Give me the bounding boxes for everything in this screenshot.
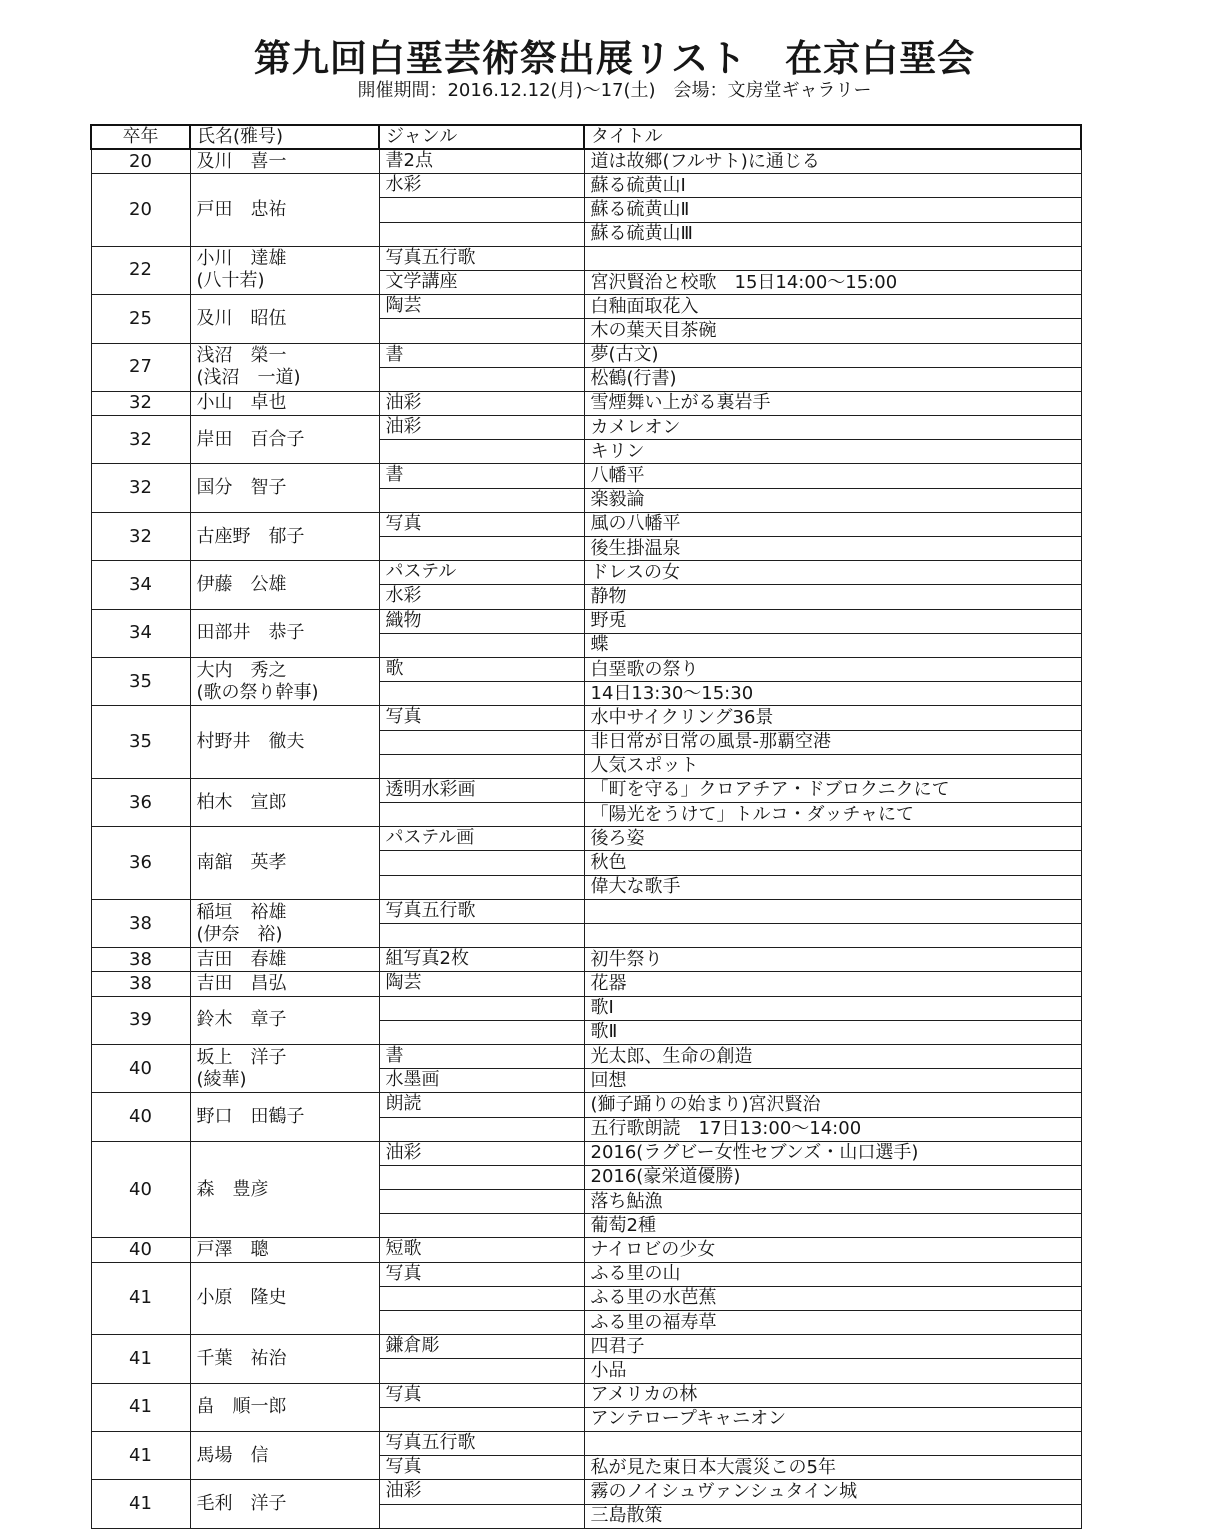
artist-name: 吉田 昌弘 — [196, 972, 287, 994]
genre-cell: 組写真2枚 — [379, 948, 584, 972]
artist-name: 小原 隆史 — [196, 1287, 287, 1309]
work-title: 風の八幡平 — [584, 512, 1081, 536]
genre-cell: 写真 — [379, 1456, 584, 1480]
work-title: 葡萄2種 — [584, 1214, 1081, 1238]
work-title: 白釉面取花入 — [584, 295, 1081, 319]
artist-name-cell — [190, 609, 379, 657]
work-title: 偉大な歌手 — [584, 875, 1081, 899]
work-title: 楽毅論 — [584, 488, 1081, 512]
work-title: アンテロープキャニオン — [584, 1407, 1081, 1431]
genre-cell — [379, 1407, 584, 1431]
artist-name-cell — [190, 706, 379, 779]
genre-cell: 鎌倉彫 — [379, 1335, 584, 1359]
work-title: 四君子 — [584, 1335, 1081, 1359]
genre-cell: 書 — [379, 1044, 584, 1068]
graduation-year: 41 — [91, 1480, 190, 1528]
artist-name-cell — [190, 391, 379, 415]
work-title: 2016(ラグビー女性セブンズ・山口選手) — [584, 1141, 1081, 1165]
work-title: 白堊歌の祭り — [584, 657, 1081, 681]
table-row — [91, 1238, 1081, 1262]
genre-cell — [379, 754, 584, 778]
genre-cell — [379, 367, 584, 391]
table-row — [91, 899, 1081, 923]
graduation-year: 41 — [91, 1383, 190, 1431]
work-title: ふる里の水芭蕉 — [584, 1286, 1081, 1310]
genre-cell: 水墨画 — [379, 1069, 584, 1093]
exhibit-table — [90, 124, 1082, 1529]
artist-name: 稲垣 裕雄 — [196, 901, 287, 923]
work-title — [584, 924, 1081, 948]
artist-name: 及川 喜一 — [196, 150, 287, 172]
artist-name-cell — [190, 149, 379, 174]
work-title: 五行歌朗読 17日13:00～14:00 — [584, 1117, 1081, 1141]
genre-cell — [379, 1311, 584, 1335]
work-title: 霧のノイシュヴァンシュタイン城 — [584, 1480, 1081, 1504]
work-title — [584, 899, 1081, 923]
genre-cell: 油彩 — [379, 391, 584, 415]
table-row — [91, 416, 1081, 440]
work-title: 2016(豪栄道優勝) — [584, 1165, 1081, 1189]
work-title: 宮沢賢治と校歌 15日14:00～15:00 — [584, 270, 1081, 294]
artist-name: 戸田 忠祐 — [196, 198, 287, 220]
table-body — [91, 149, 1081, 1528]
work-title: ドレスの女 — [584, 561, 1081, 585]
header-year: 卒年 — [91, 125, 190, 149]
table-row — [91, 512, 1081, 536]
work-title: 静物 — [584, 585, 1081, 609]
work-title: アメリカの林 — [584, 1383, 1081, 1407]
graduation-year: 39 — [91, 996, 190, 1044]
genre-cell: 陶芸 — [379, 295, 584, 319]
header-title: タイトル — [584, 125, 1081, 149]
graduation-year: 41 — [91, 1335, 190, 1383]
genre-cell: 朗読 — [379, 1093, 584, 1117]
artist-name-cell — [190, 996, 379, 1044]
artist-name: 柏木 宣郎 — [196, 791, 287, 813]
work-title: 人気スポット — [584, 754, 1081, 778]
graduation-year: 32 — [91, 512, 190, 560]
work-title: 八幡平 — [584, 464, 1081, 488]
work-title: キリン — [584, 440, 1081, 464]
work-title: ナイロビの少女 — [584, 1238, 1081, 1262]
artist-name: 小川 達雄 — [196, 248, 287, 270]
artist-name: 岸田 百合子 — [196, 428, 305, 450]
work-title: 野兎 — [584, 609, 1081, 633]
artist-name-cell — [190, 657, 379, 705]
genre-cell: 水彩 — [379, 585, 584, 609]
work-title: 後生掛温泉 — [584, 537, 1081, 561]
genre-cell: 写真五行歌 — [379, 246, 584, 270]
artist-name: 小山 卓也 — [196, 392, 287, 414]
genre-cell — [379, 1214, 584, 1238]
artist-name-cell — [190, 948, 379, 972]
graduation-year: 38 — [91, 972, 190, 996]
genre-cell — [379, 851, 584, 875]
work-title: (獅子踊りの始まり)宮沢賢治 — [584, 1093, 1081, 1117]
work-title: 初牛祭り — [584, 948, 1081, 972]
work-title: ふる里の福寿草 — [584, 1311, 1081, 1335]
genre-cell — [379, 682, 584, 706]
table-row — [91, 343, 1081, 367]
graduation-year: 32 — [91, 416, 190, 464]
table-row — [91, 174, 1081, 198]
artist-name-cell — [190, 512, 379, 560]
work-title: 蘇る硫黄山Ⅱ — [584, 198, 1081, 222]
artist-pen-name: (伊奈 裕) — [196, 923, 283, 945]
artist-name: 戸澤 聰 — [196, 1239, 269, 1261]
work-title: 後ろ姿 — [584, 827, 1081, 851]
artist-name-cell — [190, 1093, 379, 1141]
artist-name-cell — [190, 1431, 379, 1479]
graduation-year: 38 — [91, 899, 190, 947]
genre-cell — [379, 1020, 584, 1044]
artist-name: 国分 智子 — [196, 477, 287, 499]
table-row — [91, 1383, 1081, 1407]
genre-cell: 歌 — [379, 657, 584, 681]
genre-cell: 文学講座 — [379, 270, 584, 294]
work-title: 木の葉天目茶碗 — [584, 319, 1081, 343]
header-genre: ジャンル — [379, 125, 584, 149]
work-title: 三島散策 — [584, 1504, 1081, 1528]
artist-pen-name: (歌の祭り幹事) — [196, 681, 319, 703]
graduation-year: 34 — [91, 609, 190, 657]
genre-cell — [379, 730, 584, 754]
artist-name-cell — [190, 246, 379, 294]
table-row — [91, 1480, 1081, 1504]
graduation-year: 35 — [91, 706, 190, 779]
table-row — [91, 972, 1081, 996]
artist-name-cell — [190, 899, 379, 947]
work-title: 14日13:30～15:30 — [584, 682, 1081, 706]
work-title: 歌Ⅱ — [584, 1020, 1081, 1044]
work-title: 松鶴(行書) — [584, 367, 1081, 391]
artist-name: 馬場 信 — [196, 1444, 269, 1466]
genre-cell — [379, 1117, 584, 1141]
artist-name: 及川 昭伍 — [196, 307, 287, 329]
artist-pen-name: (浅沼 一道) — [196, 367, 301, 389]
genre-cell: 写真 — [379, 512, 584, 536]
table-row — [91, 706, 1081, 730]
table-row — [91, 1335, 1081, 1359]
work-title: 蘇る硫黄山Ⅰ — [584, 174, 1081, 198]
genre-cell: 短歌 — [379, 1238, 584, 1262]
artist-name-cell — [190, 464, 379, 512]
graduation-year: 40 — [91, 1238, 190, 1262]
graduation-year: 38 — [91, 948, 190, 972]
header-row — [91, 125, 1081, 149]
work-title: 蘇る硫黄山Ⅲ — [584, 222, 1081, 246]
genre-cell — [379, 198, 584, 222]
work-title: 小品 — [584, 1359, 1081, 1383]
genre-cell — [379, 1286, 584, 1310]
work-title: 落ち鮎漁 — [584, 1190, 1081, 1214]
genre-cell: 油彩 — [379, 1480, 584, 1504]
artist-name: 大内 秀之 — [196, 659, 287, 681]
header-name: 氏名(雅号) — [190, 125, 379, 149]
artist-name-cell — [190, 1238, 379, 1262]
artist-name-cell — [190, 174, 379, 247]
graduation-year: 40 — [91, 1044, 190, 1092]
graduation-year: 27 — [91, 343, 190, 391]
genre-cell: 写真 — [379, 1262, 584, 1286]
work-title — [584, 246, 1081, 270]
genre-cell: 書2点 — [379, 149, 584, 174]
genre-cell — [379, 875, 584, 899]
artist-name: 浅沼 榮一 — [196, 345, 287, 367]
table-row — [91, 1093, 1081, 1117]
genre-cell — [379, 222, 584, 246]
table-row — [91, 778, 1081, 802]
graduation-year: 32 — [91, 391, 190, 415]
artist-name-cell — [190, 1480, 379, 1528]
genre-cell — [379, 1359, 584, 1383]
artist-name-cell — [190, 1383, 379, 1431]
table-row — [91, 996, 1081, 1020]
work-title: 非日常が日常の風景-那覇空港 — [584, 730, 1081, 754]
table-row — [91, 295, 1081, 319]
artist-name: 鈴木 章子 — [196, 1009, 287, 1031]
genre-cell — [379, 1504, 584, 1528]
artist-name-cell — [190, 1044, 379, 1092]
genre-cell — [379, 440, 584, 464]
artist-name-cell — [190, 1335, 379, 1383]
work-title: 「町を守る」クロアチア・ドブロクニクにて — [584, 778, 1081, 802]
artist-name: 吉田 春雄 — [196, 948, 287, 970]
graduation-year: 41 — [91, 1431, 190, 1479]
table-row — [91, 464, 1081, 488]
table-row — [91, 657, 1081, 681]
table-row — [91, 948, 1081, 972]
work-title: 水中サイクリング36景 — [584, 706, 1081, 730]
artist-name-cell — [190, 1262, 379, 1335]
artist-pen-name: (綾華) — [196, 1068, 247, 1090]
genre-cell — [379, 803, 584, 827]
genre-cell: 透明水彩画 — [379, 778, 584, 802]
artist-name-cell — [190, 778, 379, 826]
work-title: 夢(古文) — [584, 343, 1081, 367]
artist-name-cell — [190, 295, 379, 343]
genre-cell: 写真五行歌 — [379, 899, 584, 923]
genre-cell: パステル — [379, 561, 584, 585]
artist-name: 野口 田鶴子 — [196, 1106, 305, 1127]
artist-pen-name: (八十若) — [196, 270, 265, 292]
artist-name: 田部井 恭子 — [196, 622, 305, 644]
genre-cell — [379, 319, 584, 343]
artist-name-cell — [190, 343, 379, 391]
genre-cell: 油彩 — [379, 416, 584, 440]
graduation-year: 36 — [91, 827, 190, 900]
graduation-year: 20 — [91, 149, 190, 174]
table-row — [91, 609, 1081, 633]
artist-name: 毛利 洋子 — [196, 1493, 287, 1514]
work-title: 蝶 — [584, 633, 1081, 657]
work-title: 私が見た東日本大震災この5年 — [584, 1456, 1081, 1480]
genre-cell — [379, 1165, 584, 1189]
table-row — [91, 827, 1081, 851]
work-title: 花器 — [584, 972, 1081, 996]
work-title: 「陽光をうけて」トルコ・ダッチャにて — [584, 803, 1081, 827]
artist-name: 南舘 英孝 — [196, 852, 287, 874]
work-title: ふる里の山 — [584, 1262, 1081, 1286]
genre-cell: 織物 — [379, 609, 584, 633]
genre-cell: 水彩 — [379, 174, 584, 198]
work-title: 回想 — [584, 1069, 1081, 1093]
graduation-year: 32 — [91, 464, 190, 512]
graduation-year: 25 — [91, 295, 190, 343]
table-row — [91, 1141, 1081, 1165]
table-row — [91, 1262, 1081, 1286]
table-row — [91, 1431, 1081, 1455]
graduation-year: 34 — [91, 561, 190, 609]
graduation-year: 35 — [91, 657, 190, 705]
table-row — [91, 561, 1081, 585]
work-title: カメレオン — [584, 416, 1081, 440]
artist-name: 森 豊彦 — [196, 1178, 269, 1200]
genre-cell — [379, 633, 584, 657]
work-title — [584, 1431, 1081, 1455]
artist-name: 千葉 祐治 — [196, 1347, 287, 1369]
table-row — [91, 1044, 1081, 1068]
genre-cell: 油彩 — [379, 1141, 584, 1165]
artist-name: 村野井 徹夫 — [196, 731, 305, 753]
work-title: 歌Ⅰ — [584, 996, 1081, 1020]
genre-cell: 書 — [379, 343, 584, 367]
artist-name-cell — [190, 561, 379, 609]
genre-cell — [379, 488, 584, 512]
graduation-year: 40 — [91, 1093, 190, 1141]
genre-cell: パステル画 — [379, 827, 584, 851]
graduation-year: 22 — [91, 246, 190, 294]
artist-name: 伊藤 公雄 — [196, 573, 287, 595]
genre-cell: 書 — [379, 464, 584, 488]
artist-name-cell — [190, 416, 379, 464]
graduation-year: 41 — [91, 1262, 190, 1335]
artist-name: 坂上 洋子 — [196, 1046, 287, 1068]
table-row — [91, 149, 1081, 174]
genre-cell: 陶芸 — [379, 972, 584, 996]
graduation-year: 36 — [91, 778, 190, 826]
genre-cell: 写真五行歌 — [379, 1431, 584, 1455]
table-row — [91, 246, 1081, 270]
genre-cell: 写真 — [379, 706, 584, 730]
genre-cell — [379, 537, 584, 561]
work-title: 雪煙舞い上がる裏岩手 — [584, 391, 1081, 415]
work-title: 秋色 — [584, 851, 1081, 875]
work-title: 道は故郷(フルサト)に通じる — [584, 149, 1081, 174]
graduation-year: 40 — [91, 1141, 190, 1238]
event-info: 開催期間：2016.12.12(月)～17(土) 会場：文房堂ギャラリー — [357, 80, 872, 101]
artist-name-cell — [190, 972, 379, 996]
table-row — [91, 391, 1081, 415]
page-title: 第九回白堊芸術祭出展リスト 在京白堊会 — [253, 37, 976, 80]
work-title: 光太郎、生命の創造 — [584, 1044, 1081, 1068]
artist-name-cell — [190, 827, 379, 900]
genre-cell — [379, 924, 584, 948]
graduation-year: 20 — [91, 174, 190, 247]
artist-name: 畠 順一郎 — [196, 1396, 287, 1418]
genre-cell — [379, 1190, 584, 1214]
genre-cell: 写真 — [379, 1383, 584, 1407]
artist-name-cell — [190, 1141, 379, 1238]
artist-name: 古座野 郁子 — [196, 525, 305, 547]
genre-cell — [379, 996, 584, 1020]
